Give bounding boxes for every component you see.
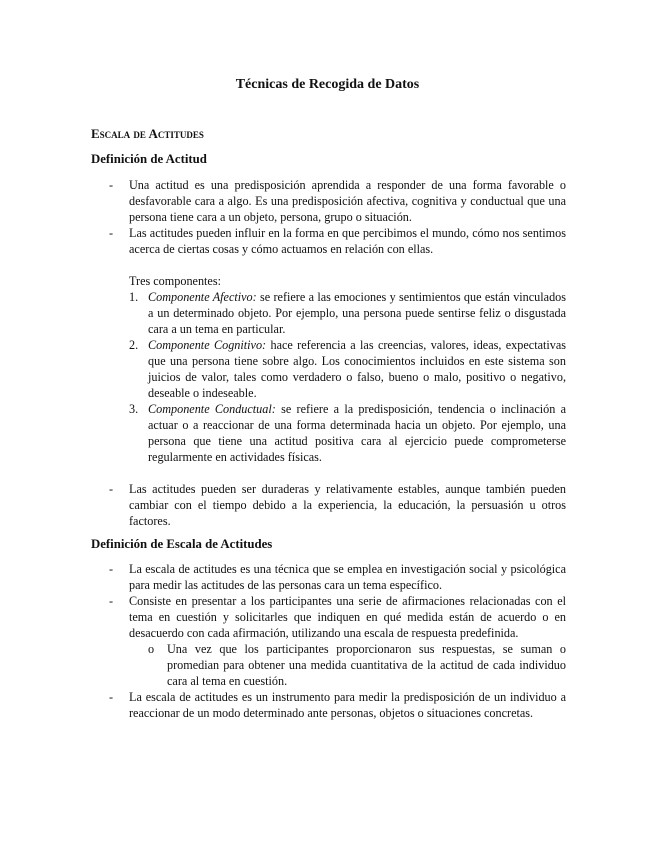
item-number: 1.	[129, 290, 139, 304]
list-item	[91, 689, 566, 721]
dash-marker: -	[109, 562, 114, 576]
bullet-text: Las actitudes pueden ser duraderas y relativamente estables, aunque también pueden cambiar con el tiempo debido a la experiencia, la educación, la persuasión u otros factores.	[129, 482, 566, 528]
list-item	[91, 481, 566, 529]
page-title: Técnicas de Recogida de Datos	[235, 77, 420, 92]
circle-marker: o	[148, 642, 155, 656]
list-item-component-affective	[91, 289, 566, 337]
list-item	[91, 593, 566, 641]
bullet-text: Una actitud es una predisposición aprendida a responder de una forma favorable o desfavorable cara a algo. Es una predisposición afectiva, cognitiva y conductual que una persona tiene cara a un objeto, persona, grupo o situación.	[129, 178, 566, 224]
section-heading: Escala de Actitudes	[91, 126, 204, 141]
list-item	[91, 561, 566, 593]
bullet-text: Las actitudes pueden influir en la forma en que percibimos el mundo, cómo nos sentimos acerca de ciertas cosas y cómo actuamos en relación con ellas.	[129, 226, 566, 256]
component-name: Componente Conductual:	[148, 402, 276, 416]
dash-marker: -	[109, 690, 114, 704]
component-text: hace referencia a las creencias, valores, ideas, expectativas que una persona tiene sobre algo. Los conocimientos incluidos en este sistema son juicios de valor, tales como verdadero o falso, bueno o malo, positivo o negativo, deseable o indeseable.	[148, 338, 567, 400]
definition-scale-block	[91, 561, 566, 721]
dash-marker: -	[109, 594, 114, 608]
list-item	[91, 177, 566, 225]
list-item	[91, 225, 566, 257]
sub-bullet-text: Una vez que los participantes proporcionaron sus respuestas, se suman o promedian para obtener una medida cuantitativa de la actitud de cada individuo cara al tema en cuestión.	[167, 642, 566, 688]
component-text: se refiere a las emociones y sentimientos que están vinculados a un determinado objeto. Por ejemplo, una persona puede sentirse feliz o disgustada cara a un tema en particular.	[148, 290, 567, 336]
dash-marker: -	[109, 178, 114, 192]
subheading-definition-attitude: Definición de Actitud	[91, 152, 207, 166]
item-number: 2.	[129, 338, 139, 352]
bullet-text: La escala de actitudes es un instrumento para medir la predisposición de un individuo a reaccionar de un modo determinado ante personas, objetos o situaciones concretas.	[129, 690, 566, 720]
sub-list-item	[91, 641, 566, 689]
dash-marker: -	[109, 482, 114, 496]
list-item-component-behavioral	[91, 401, 566, 465]
bullet-text: La escala de actitudes es una técnica que se emplea en investigación social y psicológica para medir las actitudes de las personas cara un tema específico.	[129, 562, 566, 592]
bullet-text: Consiste en presentar a los participantes una serie de afirmaciones relacionadas con el tema en cuestión y solicitarles que indiquen en qué medida están de acuerdo o en desacuerdo con cada afirmación, utilizando una escala de respuesta predefinida.	[129, 594, 566, 640]
item-number: 3.	[129, 402, 139, 416]
component-name: Componente Cognitivo:	[148, 338, 267, 352]
dash-marker: -	[109, 226, 114, 240]
definition-attitude-block	[91, 177, 566, 529]
components-intro: Tres componentes:	[129, 274, 221, 288]
subheading-definition-scale: Definición de Escala de Actitudes	[91, 537, 273, 551]
component-text: se refiere a la predisposición, tendencia o inclinación a actuar o a reaccionar de una forma determinada hacia un objeto. Por ejemplo, una persona que tiene una actitud positiva cara al ejercicio puede comprometerse regularmente en actividades físicas.	[148, 402, 567, 464]
list-item-component-cognitive	[91, 337, 566, 401]
component-name: Componente Afectivo:	[148, 290, 257, 304]
